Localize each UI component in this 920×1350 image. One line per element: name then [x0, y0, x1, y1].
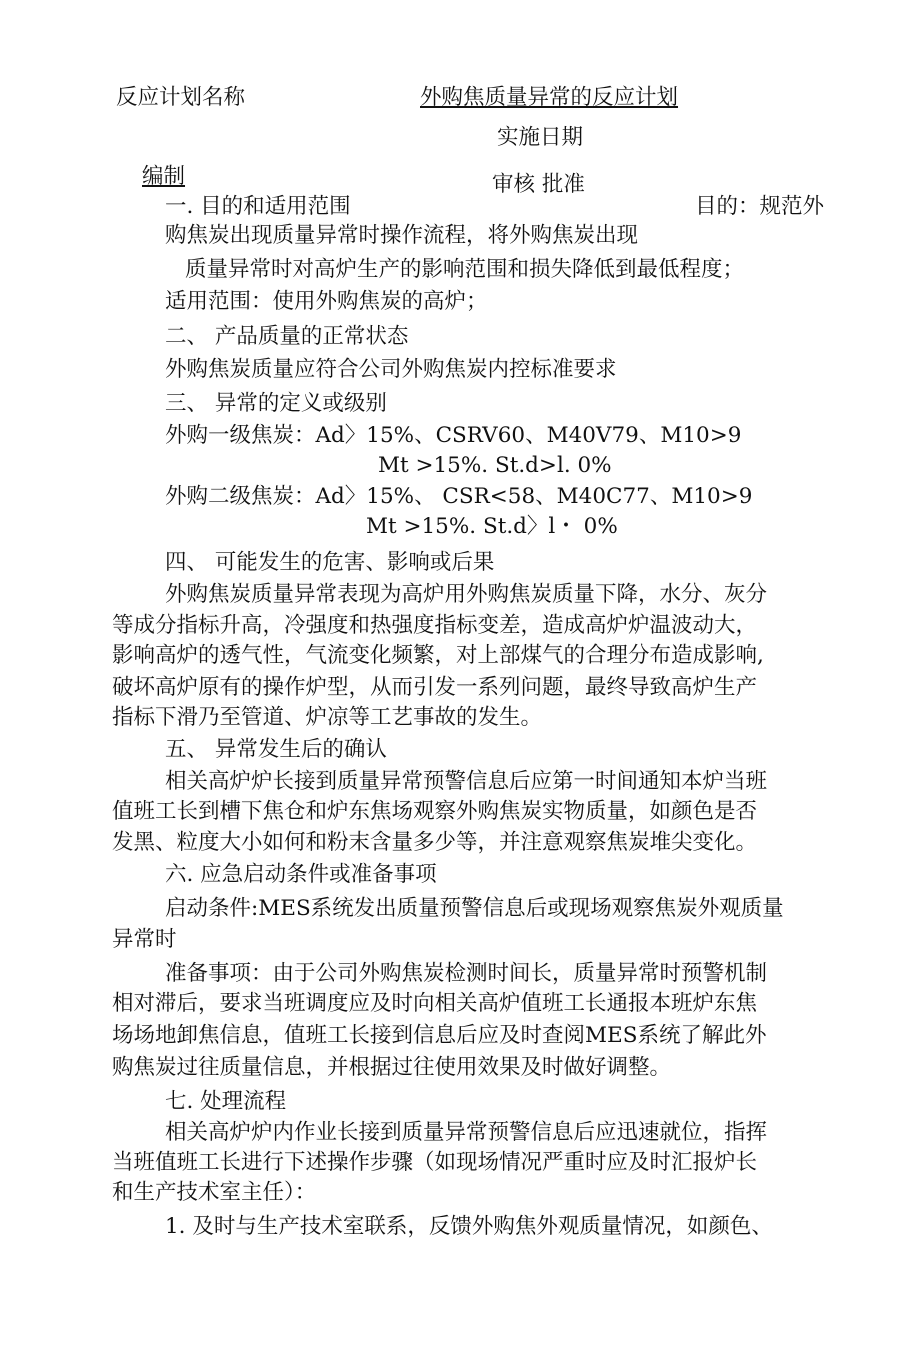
body-text: 外购焦炭质量异常表现为高炉用外购焦炭质量下降，水分、灰分: [165, 582, 768, 607]
body-text: 相关高炉炉内作业长接到质量异常预警信息后应迅速就位，指挥: [165, 1120, 768, 1145]
body-text: 等成分指标升高，冷强度和热强度指标变差，造成高炉炉温波动大，: [112, 613, 758, 638]
body-text: 外购焦炭质量应符合公司外购焦炭内控标准要求: [165, 357, 617, 382]
body-text: 质量异常时对高炉生产的影响范围和损失降低到最低程度；: [185, 257, 745, 282]
author-label: 编制: [142, 164, 186, 189]
body-text: 外购二级焦炭：Ad〉15%、 CSR<58、M40C77、M10>9: [165, 484, 753, 509]
review-approve-label: 审核 批准: [492, 172, 585, 197]
body-text: 当班值班工长进行下述操作步骤（如现场情况严重时应及时汇报炉长: [112, 1150, 758, 1175]
body-text: 破坏高炉原有的操作炉型，从而引发一系列问题，最终导致高炉生产: [112, 675, 758, 700]
body-text: Mt >15%. St.d>l. 0%: [378, 453, 612, 478]
section-2-heading: 二、 产品质量的正常状态: [165, 324, 409, 349]
body-text: 发黑、粒度大小如何和粉末含量多少等，并注意观察焦炭堆尖变化。: [112, 830, 758, 855]
body-text: Mt >15%. St.d〉l・ 0%: [366, 514, 618, 539]
body-text: 购焦炭出现质量异常时操作流程，将外购焦炭出现: [165, 223, 639, 248]
section-6-heading: 六. 应急启动条件或准备事项: [165, 862, 437, 887]
plan-name-value: 外购焦质量异常的反应计划: [420, 85, 679, 110]
section-1-heading: 一. 目的和适用范围: [165, 194, 351, 219]
date-label: 实施日期: [497, 125, 584, 150]
body-text: 购焦炭过往质量信息，并根据过往使用效果及时做好调整。: [112, 1055, 672, 1080]
body-text: 影响高炉的透气性，气流变化频繁，对上部煤气的合理分布造成影响,: [112, 643, 764, 668]
body-text: 值班工长到槽下焦仓和炉东焦场观察外购焦炭实物质量，如颜色是否: [112, 799, 758, 824]
body-text: 指标下滑乃至管道、炉凉等工艺事故的发生。: [112, 705, 543, 730]
body-text: 异常时: [112, 927, 177, 952]
body-text: 和生产技术室主任）：: [112, 1180, 317, 1205]
body-text: 场场地卸焦信息，值班工长接到信息后应及时查阅MES系统了解此外: [112, 1023, 767, 1048]
body-text: 1. 及时与生产技术室联系，反馈外购焦外观质量情况，如颜色、: [165, 1214, 773, 1239]
body-text: 适用范围：使用外购焦炭的高炉；: [165, 289, 488, 314]
section-4-heading: 四、 可能发生的危害、影响或后果: [165, 550, 495, 575]
body-text: 目的：规范外: [695, 194, 825, 219]
body-text: 相对滞后，要求当班调度应及时向相关高炉值班工长通报本班炉东焦: [112, 991, 758, 1016]
body-text: 启动条件:MES系统发出质量预警信息后或现场观察焦炭外观质量: [165, 896, 784, 921]
body-text: 相关高炉炉长接到质量异常预警信息后应第一时间通知本炉当班: [165, 769, 768, 794]
section-3-heading: 三、 异常的定义或级别: [165, 391, 387, 416]
plan-name-label: 反应计划名称: [116, 85, 246, 110]
body-text: 准备事项：由于公司外购焦炭检测时间长，质量异常时预警机制: [165, 961, 768, 986]
section-7-heading: 七. 处理流程: [165, 1089, 287, 1114]
body-text: 外购一级焦炭：Ad〉15%、CSRV60、M40V79、M10>9: [165, 423, 742, 448]
section-5-heading: 五、 异常发生后的确认: [165, 737, 387, 762]
